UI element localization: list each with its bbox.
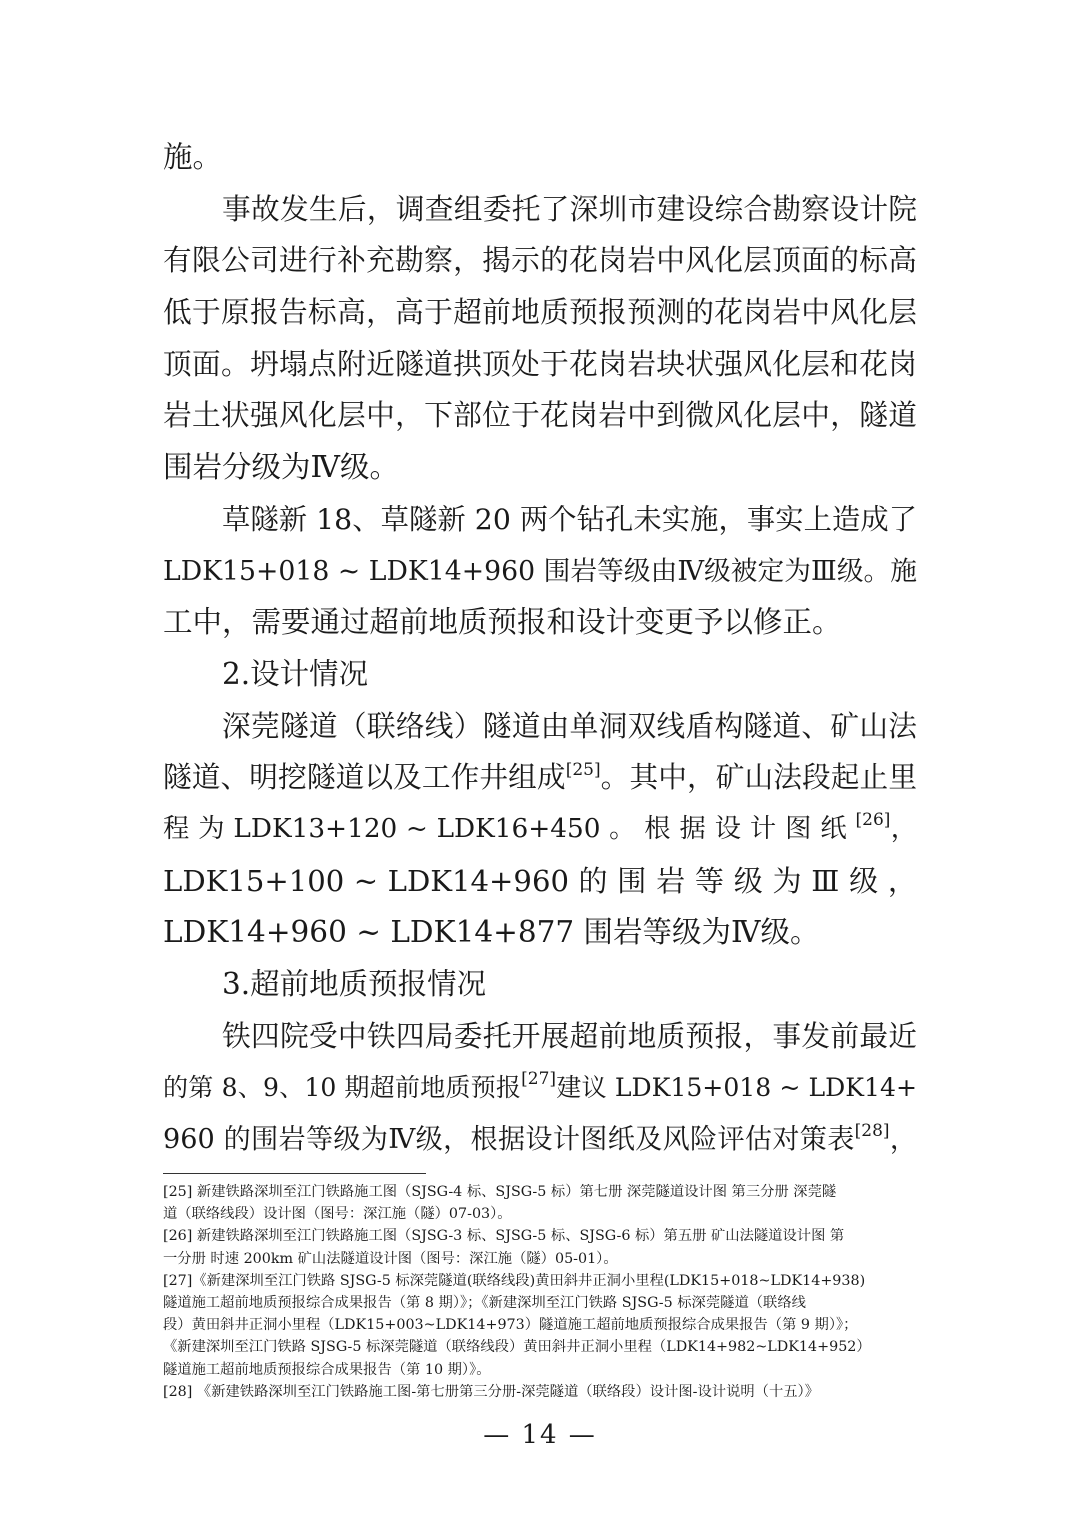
body-line [163,1062,917,1114]
body-line-text: 建议 LDK15+018 ~ LDK14+ [556,1073,917,1103]
body-line-text: ， [890,813,918,844]
section-heading: 3.超前地质预报情况 [222,967,487,1001]
footnote-ref: [28] [854,1121,890,1142]
footnote-line: [27]《新建深圳至江门铁路 SJSG-5 标深莞隧道(联络线段)黄田斜井正洞小里程(LDK15+018~LDK14+938) [163,1272,866,1289]
body-line: LDK15+018 ~ LDK14+960 围岩等级由Ⅳ级被定为Ⅲ级。施 [163,555,917,587]
footnote-line: 一分册 时速 200km 矿山法隧道设计图（图号：深江施（隧）05-01）。 [163,1250,618,1267]
footnote-ref: [27] [521,1069,557,1090]
page-number: — 14 — [483,1420,597,1450]
body-line: 顶面。坍塌点附近隧道拱顶处于花岗岩块状强风化层和花岗 [163,346,917,381]
footnotes [163,1181,919,1403]
body-line [163,804,917,856]
footnote-line: 《新建深圳至江门铁路 SJSG-5 标深莞隧道（联络线段）黄田斜井正洞小里程（LDK14+982~LDK14+952） [163,1339,871,1356]
body-line-text: 960 的围岩等级为Ⅳ级，根据设计图纸及风险评估对策表 [163,1124,855,1156]
footnote-line: [25] 新建铁路深圳至江门铁路施工图（SJSG-4 标、SJSG-5 标）第七册 深莞隧道设计图 第三分册 深莞隧 [163,1184,837,1200]
body-line [163,752,917,804]
footnote-ref: [26] [855,809,891,830]
body-line: 低于原报告标高，高于超前地质预报预测的花岗岩中风化层 [163,295,917,330]
body-line-text: 程 为 LDK13+120 ~ LDK16+450 。 根 据 设 计 图 纸 [163,813,847,844]
body-line-text: ， [889,1124,917,1156]
body-line: 岩土状强风化层中，下部位于花岗岩中到微风化层中，隧道 [163,398,917,433]
footnote-line: 段）黄田斜井正洞小里程（LDK15+003~LDK14+973）隧道施工超前地质预报综合成果报告（第 9 期）》； [163,1317,858,1334]
body-line: 草隧新 18、草隧新 20 两个钻孔未实施，事实上造成了 [222,502,917,536]
body-line: 围岩分级为Ⅳ级。 [163,450,399,485]
footnote-line: 道（联络线段）设计图（图号：深江施（隧）07-03）。 [163,1206,512,1223]
body-line: 施。 [163,140,223,174]
footnote-line: [28] 《新建铁路深圳至江门铁路施工图-第七册第三分册-深莞隧道（联络段）设计图-设计说明（十五）》 [163,1383,819,1400]
body-line: LDK14+960 ~ LDK14+877 围岩等级为Ⅳ级。 [163,915,820,950]
footnote-line: 隧道施工超前地质预报综合成果报告（第 10 期）》。 [163,1361,491,1378]
body-line-text: 的第 8、9、10 期超前地质预报 [163,1073,522,1103]
body-line: 铁四院受中铁四局委托开展超前地质预报，事发前最近 [222,1018,917,1053]
body-line: 工中，需要通过超前地质预报和设计变更予以修正。 [163,605,842,640]
body-line-text: 。其中，矿山法段起止里 [600,760,918,795]
body-line: 事故发生后，调查组委托了深圳市建设综合勘察设计院 [222,191,917,226]
body-line: 深莞隧道（联络线）隧道由单洞双线盾构隧道、矿山法 [222,708,917,743]
footnote-line: 隧道施工超前地质预报综合成果报告（第 8 期）》；《新建深圳至江门铁路 SJSG-5 标深莞隧道（联络线 [163,1294,806,1311]
footnote-ref: [25] [565,760,601,781]
body-line: LDK15+100 ~ LDK14+960 的 围 岩 等 级 为 Ⅲ 级 ， [163,863,917,898]
section-heading: 2.设计情况 [222,656,369,691]
body-line-text: 隧道、明挖隧道以及工作井组成 [163,760,566,795]
footnote-divider [163,1173,426,1174]
body-text [163,132,917,1166]
body-line [163,1114,917,1166]
footnote-line: [26] 新建铁路深圳至江门铁路施工图（SJSG-3 标、SJSG-5 标、SJSG-6 标）第五册 矿山法隧道设计图 第 [163,1228,845,1245]
body-line: 有限公司进行补充勘察，揭示的花岗岩中风化层顶面的标高 [163,243,917,278]
